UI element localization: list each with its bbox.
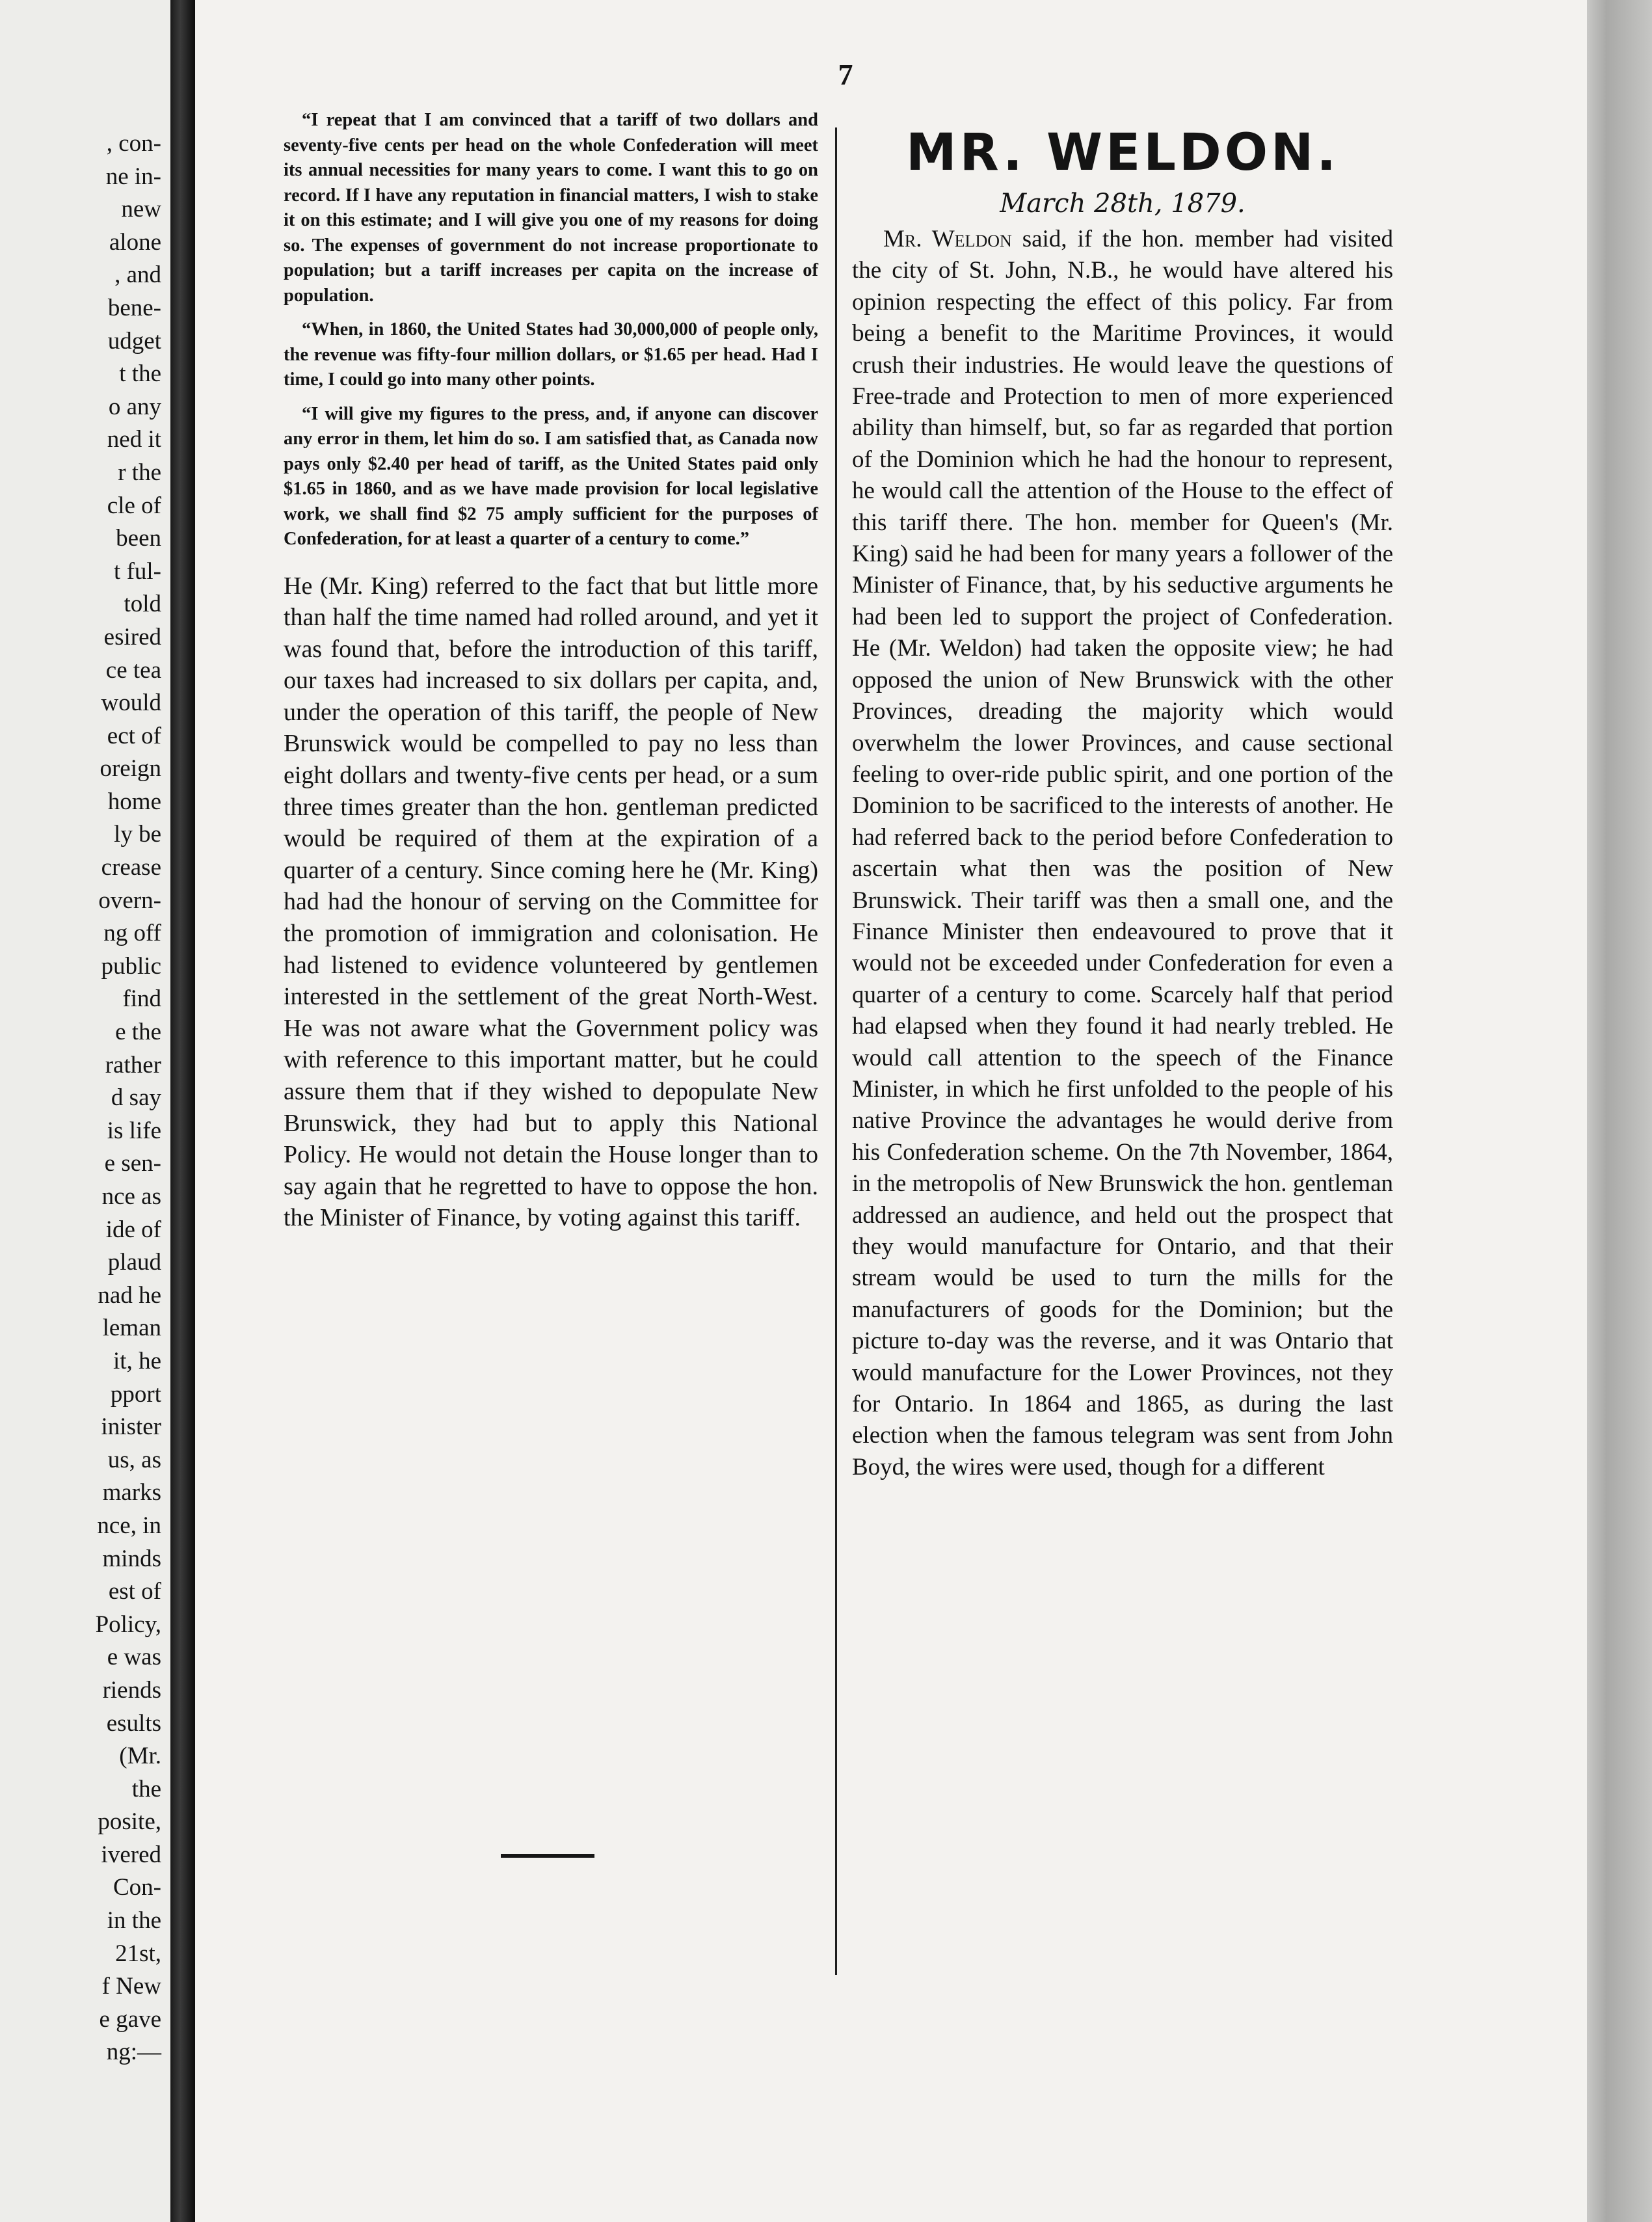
previous-page-line: it, he [113, 1347, 161, 1374]
previous-page-line: Policy, [95, 1611, 161, 1638]
previous-page-line: e gave [99, 2005, 161, 2033]
previous-page-line: crease [101, 854, 161, 881]
previous-page-line: d say [111, 1084, 161, 1112]
previous-page-line: bene- [107, 294, 161, 321]
king-speech-paragraph: He (Mr. King) referred to the fact that but little more than half the time named had rolled around, and yet it was found that, before the introduction of this tariff, our taxes had increased to six dollars per capita, and, under the operation of this tariff, the people of New Brunswick would be compelled to pay no less than eight dollars and twenty-five cents per head, or a sum three times greater than the hon. gentleman predicted would be required of them at the expiration of a quarter of a century. Since coming here he (Mr. King) had had the honour of serving on the Committee for the promotion of immigration and colonisation. He had listened to evidence volunteered by gentlemen interested in the settlement of the great North-West. He was not aware what the Government policy was with reference to this important matter, but he could assure them that if they wished to depopulate New Brunswick, they had but to apply this National Policy. He would not detain the House longer than to say again that he regretted to have to oppose the hon. the Minister of Finance, by voting against this tariff. [284, 572, 818, 1232]
weldon-speech-paragraph [852, 224, 1393, 1483]
previous-page-line: Con- [113, 1874, 161, 1901]
previous-page-line: riends [102, 1676, 161, 1704]
previous-page-line: rather [105, 1051, 161, 1078]
previous-page-line: e was [107, 1644, 161, 1671]
quote-paragraph: “I repeat that I am convinced that a tariff of two dollars and seventy-five cents per head on the whole Confederation will meet its annual necessities for many years to come. I want this to go on record. If I have any reputation in financial matters, I wish to stake it on this estimate; and I will give you one of my reasons for doing so. The expenses of government do not increase proportionate to population; but a tariff increases per capita on the increase of population. [284, 110, 818, 306]
previous-page-line: est of [108, 1578, 161, 1605]
previous-page-line: ned it [107, 426, 161, 453]
previous-page-line: ide of [105, 1216, 161, 1243]
previous-page-text-fragments [96, 127, 161, 2069]
previous-page-line: been [116, 525, 161, 552]
speech-heading: MR. WELDON. [906, 124, 1339, 182]
previous-page-line: inister [101, 1413, 161, 1441]
previous-page-line: nce, in [97, 1512, 161, 1539]
column-rule [835, 127, 837, 1975]
previous-page-line: posite, [98, 1808, 161, 1836]
previous-page-line: pport [110, 1380, 161, 1408]
previous-page-line: is life [107, 1117, 161, 1144]
speech-body: said, if the hon. member had visited the city of St. John, N.B., he would have altered his opinion respecting the effect of this policy. Far from being a benefit to the Maritime Provinces, it would crush their industries. He would leave the questions of Free-trade and Protection to men of more experienced ability than himself, but, so far as regarded that portion of the Dominion which he had the honour to represent, he would call the attention of the House to the effect of this tariff there. The hon. member for Queen's (Mr. King) said he had been for many years a follower of the Minister of Finance, that, by his seductive arguments he had been led to support the project of Confederation. He (Mr. Weldon) had taken the opposite view; he had opposed the union of New Brunswick with the other Provinces, dreading the majority which would overwhelm the lower Provinces, and cause sectional feeling to over-ride public spirit, and one portion of the Dominion to be sacrificed to the interests of another. He had referred back to the period before Confederation to ascertain what then was the position of New Brunswick. Their tariff was then a small one, and the Finance Minister then endeavoured to prove that it would not be exceeded under Confederation for even a quarter of a century to come. Scarcely half that period had elapsed when they found it had nearly trebled. He would call attention to the speech of the Finance Minister, in which he first unfolded to the people of his native Province the advantages he would derive from his Confederation scheme. On the 7th November, 1864, in the metropolis of New Brunswick the hon. gentleman addressed an audience, and held out the prospect that they would manufacture for Ontario, and that their stream would be used to turn the mills for the manufacturers of goods for the Dominion; but the picture to-day was the reverse, and it was Ontario that would manufacture for the Lower Provinces, not they for Ontario. In 1864 and 1865, as during the last election when the famous telegram was sent from John Boyd, the wires were used, though for a different [852, 226, 1394, 1480]
previous-page-line: the [131, 1775, 161, 1802]
previous-page-line: cle of [107, 492, 161, 519]
page-number: 7 [838, 58, 853, 91]
previous-page-line: 21st, [115, 1940, 161, 1967]
previous-page-line: would [101, 689, 161, 717]
book-gutter [170, 0, 195, 2222]
page-edge [1587, 0, 1652, 2222]
previous-page-line: nce as [101, 1183, 161, 1210]
quote-paragraph: “I will give my figures to the press, and, if anyone can discover any error in them, let him do so. I am satisfied that, as Canada now pays only $2.40 per head of tariff, as the United States paid only $1.65 in 1860, and as we have made provision for local legislative work, we shall find $2 75 amply sufficient for the purposes of Confederation, for at least a quarter of a century to come.” [284, 403, 818, 549]
previous-page-line: told [124, 591, 161, 618]
previous-page-line: leman [102, 1315, 161, 1342]
previous-page-line: nad he [98, 1281, 161, 1309]
previous-page-line: udget [107, 327, 161, 355]
previous-page-line: minds [102, 1545, 161, 1572]
previous-page-line: t the [119, 360, 161, 388]
previous-page-line: (Mr. [119, 1743, 161, 1770]
previous-page-line: oreign [100, 755, 161, 783]
previous-page-line: esired [103, 623, 161, 650]
dateline: March 28th, 1879. [1000, 189, 1246, 219]
previous-page-line: us, as [107, 1446, 161, 1473]
previous-page-line: ect of [107, 722, 161, 749]
previous-page-line: t ful- [114, 557, 161, 585]
previous-page-line: ivered [101, 1841, 161, 1868]
previous-page-line: o any [108, 393, 161, 420]
previous-page-line: ng:— [106, 2039, 161, 2066]
previous-page-line: ne in- [105, 163, 161, 190]
previous-page-line: plaud [107, 1249, 161, 1276]
previous-page-line: e sen- [104, 1150, 161, 1177]
previous-page-line: new [121, 196, 161, 223]
previous-page-line: ng off [103, 920, 161, 947]
previous-page-line: overn- [98, 887, 161, 914]
previous-page-line: find [122, 985, 161, 1013]
previous-page-line: esults [106, 1709, 161, 1737]
previous-page-line: , and [114, 261, 161, 289]
speaker-name: Mr. Weldon [883, 226, 1012, 252]
previous-page-line: public [101, 952, 161, 980]
previous-page-line: marks [102, 1479, 161, 1506]
previous-page-line: in the [107, 1907, 161, 1934]
left-column [284, 108, 818, 1234]
previous-page-line: r the [118, 459, 161, 486]
previous-page-line: , con- [106, 130, 161, 157]
previous-page-line: alone [109, 228, 161, 256]
previous-page-line: ce tea [105, 656, 161, 684]
previous-page-line: home [107, 788, 161, 815]
block-quote [284, 108, 818, 552]
quote-paragraph: “When, in 1860, the United States had 30,000,000 of people only, the revenue was fifty-four million dollars, or $1.65 per head. Had I time, I could go into many other points. [284, 319, 818, 390]
previous-page [0, 0, 170, 2222]
right-column [852, 124, 1393, 1483]
section-separator [501, 1854, 594, 1858]
previous-page-line: e the [115, 1019, 161, 1046]
previous-page-line: f New [101, 1973, 161, 2000]
previous-page-line: ly be [114, 821, 161, 848]
